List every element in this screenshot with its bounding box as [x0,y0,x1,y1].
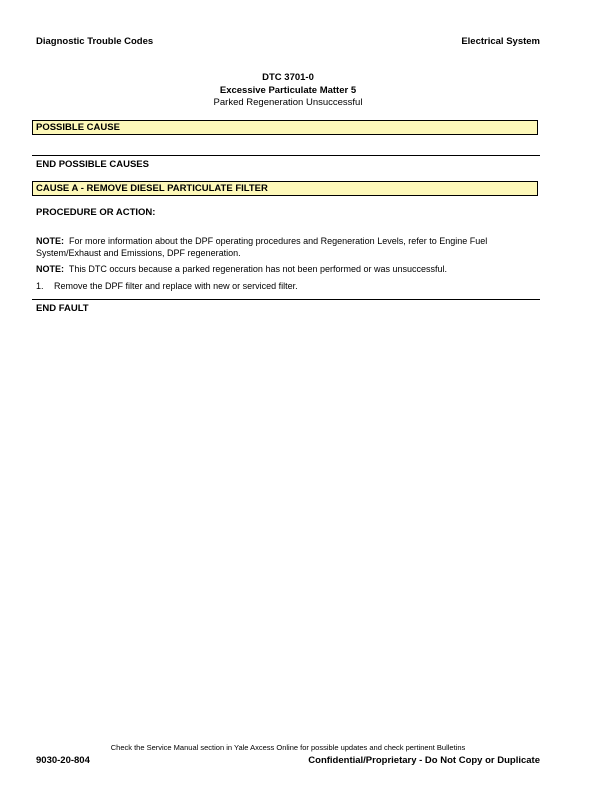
procedure-label: PROCEDURE OR ACTION: [36,207,156,218]
cause-a-band [32,181,538,196]
note-1-text: For more information about the DPF operating procedures and Regeneration Levels, refer to Engine Fuel System/Exhaust and Emissions, DPF regeneration. [36,236,488,258]
dtc-name: Excessive Particulate Matter 5 [219,84,357,96]
step-1-number: 1. [36,281,44,291]
footer-confidential: Confidential/Proprietary - Do Not Copy or Duplicate [308,755,540,766]
footer-notice: Check the Service Manual section in Yale Axcess Online for possible updates and check pertinent Bulletins [110,743,466,752]
step-1 [36,280,540,292]
dtc-subtitle: Parked Regeneration Unsuccessful [213,97,363,108]
note-1-label: NOTE: [36,236,64,246]
footer-page-number: 9030-20-804 [36,755,90,766]
cause-a-label: CAUSE A - REMOVE DIESEL PARTICULATE FILTER [36,183,268,194]
note-2 [36,263,540,275]
end-fault-label: END FAULT [36,303,89,314]
end-fault-divider [32,299,540,300]
dtc-title-block [0,72,576,110]
dtc-code: DTC 3701-0 [262,72,314,83]
end-possible-causes-label: END POSSIBLE CAUSES [36,159,149,170]
note-2-label: NOTE: [36,264,64,274]
header-chapter-title: Electrical System [461,36,540,47]
possible-cause-label: POSSIBLE CAUSE [36,122,120,133]
note-2-text: This DTC occurs because a parked regeneration has not been performed or was unsuccessful. [68,264,448,274]
note-1 [36,235,540,259]
header-section-title: Diagnostic Trouble Codes [36,36,154,47]
step-1-text: Remove the DPF filter and replace with new or serviced filter. [54,281,298,291]
section-divider [32,155,540,156]
possible-cause-band [32,120,538,135]
